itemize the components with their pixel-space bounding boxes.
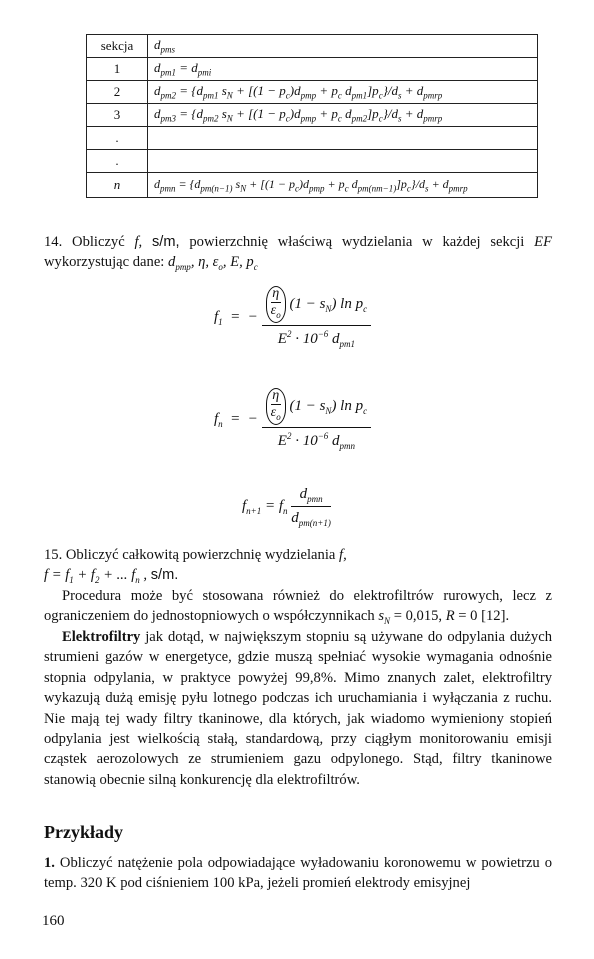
table-row bbox=[87, 81, 538, 104]
sections-table bbox=[86, 34, 538, 198]
table-row bbox=[87, 104, 538, 127]
row-formula bbox=[148, 150, 538, 173]
section-heading: Przykłady bbox=[44, 822, 123, 842]
paragraph-electrofilters: Elektrofiltry jak dotąd, w największym stopniu są używane do odpylania dużych strumieni gazów w energetyce, gdzie muszą spełniać wysokie wymagania odnośnie stopnia odpylania, w praktyce powyżej 99,8%. Mimo znanych zalet, elektrofiltry wykazują dużą emisję pyłu lotnego podczas ich uruchamiania i wyłączania z ruchu. Nie mają tej wady filtry tkaninowe, dla których, jak wiadomo wymieniony stopień odpylania jest wielkością stałą, standardową, przy ciągłym monitorowaniu emisji cząstek aerozolowych ze strumieniem gazu odpylonego. Stąd, filtry tkaninowe stanowią obecnie silną konkurencję dla elektrofiltrów. bbox=[44, 629, 552, 788]
row-formula: $d_{pmn} = \{d_{pm(n-1)}$ $s_N + [(1 - p_c)d_{pmp} + p_c$ $d_{pm(nm-1)}]p_c\}/d_s + d_{pmrp}$ bbox=[148, 173, 538, 198]
table-header-row bbox=[87, 35, 538, 58]
table-row bbox=[87, 173, 538, 198]
formula-fn-plus-1: $f_{n+1} = f_n$ $\frac{d_{pmn}}{d_{pm(n+1)}}$ bbox=[242, 486, 331, 528]
example-1: 1. Obliczyć natężenie pola odpowiadające wyładowaniu koronowemu w powietrzu o temp. 320 K pod ciśnieniem 100 kPa, jeżeli promień elektrody emisyjnej bbox=[44, 855, 552, 892]
step14-variables: $d_{pmp}$, η, $\varepsilon_o$, E, $p_c$ bbox=[168, 254, 258, 273]
page-number: 160 bbox=[42, 913, 65, 929]
row-formula bbox=[148, 127, 538, 150]
table-row bbox=[87, 150, 538, 173]
row-sekcja: . bbox=[87, 150, 148, 173]
header-dpms: $d_{pms}$ bbox=[148, 35, 538, 58]
formula-fn: $f_n$ = − $\frac{\eta}{\varepsilon_o}$ $(1 - s_N)$ $\ln p_c$ $E^2 \cdot 10^{-6}$ $d_{pmn}$ bbox=[214, 388, 371, 451]
step-14: 14. Obliczyć f, s/m, powierzchnię właściwą wydzielania w każdej sekcji EF wykorzystując dane: $d_{pmp}$, η, $\varepsilon_o$, E, $p_c$ bbox=[44, 234, 553, 273]
formula-f1: $f_1$ = − $\frac{\eta}{\varepsilon_o}$ $(1 - s_N)$ $\ln p_c$ $E^2 \cdot 10^{-6}$ $d_{pm1}$ bbox=[214, 286, 371, 349]
row-sekcja: 1 bbox=[87, 58, 148, 81]
table-row bbox=[87, 127, 538, 150]
row-formula: $d_{pm1} = d_{pmi}$ bbox=[148, 58, 538, 81]
row-formula: $d_{pm3} = \{d_{pm2}$ $s_N + [(1 - p_c)d_{pmp} + p_c$ $d_{pm2}]p_c\}/d_s + d_{pmrp}$ bbox=[148, 104, 538, 127]
row-sekcja: . bbox=[87, 127, 148, 150]
row-sekcja: 2 bbox=[87, 81, 148, 104]
step-15: 15. Obliczyć całkowitą powierzchnię wydzielania f, $f = f_1 + f_2$ + ... $f_n$ , s/m. bbox=[44, 547, 347, 586]
table-row bbox=[87, 58, 538, 81]
header-sekcja: sekcja bbox=[87, 35, 148, 58]
row-formula: $d_{pm2} = \{d_{pm1}$ $s_N + [(1 - p_c)d_{pmp} + p_c$ $d_{pm1}]p_c\}/d_s + d_{pmrp}$ bbox=[148, 81, 538, 104]
row-sekcja: 3 bbox=[87, 104, 148, 127]
row-sekcja: n bbox=[87, 173, 148, 198]
paragraph-procedure: Procedura może być stosowana również do elektrofiltrów rurowych, lecz z ograniczeniem do jednostopniowych o współczynnikach $s_N = 0,015$, R = 0 [12]. bbox=[44, 588, 552, 627]
